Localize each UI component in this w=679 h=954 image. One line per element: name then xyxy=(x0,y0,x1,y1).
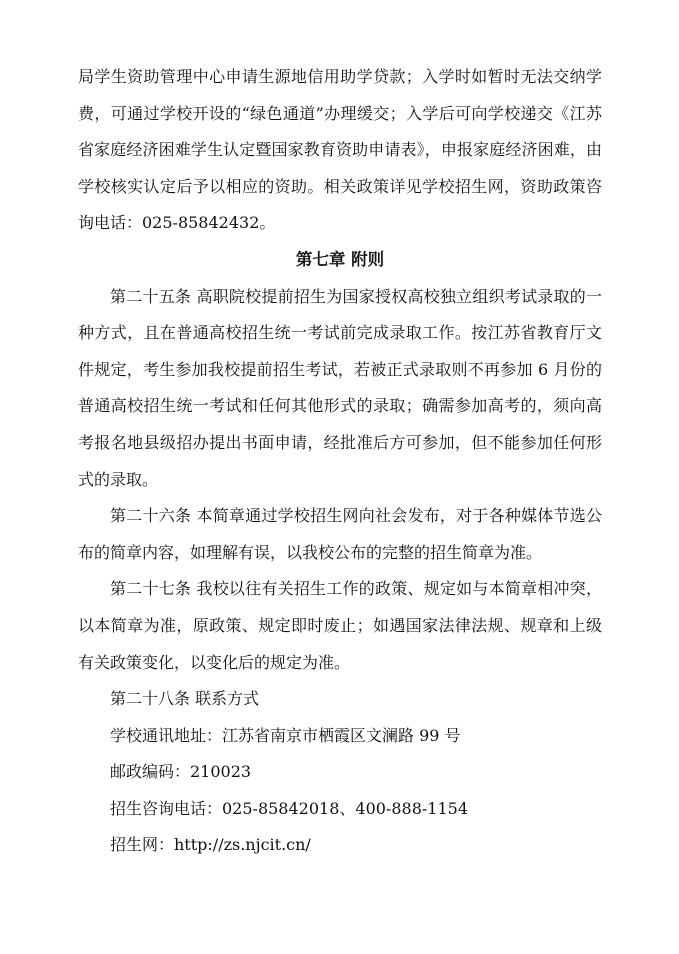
article-27: 第二十七条 我校以往有关招生工作的政策、规定如与本简章相冲突，以本简章为准，原政策、规定即时废止；如遇国家法律法规、规章和上级有关政策变化，以变化后的规定为准。 xyxy=(78,579,602,672)
contact-address: 学校通讯地址：江苏省南京市栖霞区文澜路 99 号 xyxy=(110,725,461,745)
contact-postcode: 邮政编码：210023 xyxy=(110,762,252,782)
chapter-heading: 第七章 附则 xyxy=(295,249,385,269)
article-26: 第二十六条 本简章通过学校招生网向社会发布，对于各种媒体节选公布的简章内容，如理解有误，以我校公布的完整的招生简章为准。 xyxy=(78,506,602,562)
article-28-title: 第二十八条 联系方式 xyxy=(110,689,260,709)
contact-phone: 招生咨询电话：025-85842018、400-888-1154 xyxy=(110,798,468,818)
article-25: 第二十五条 高职院校提前招生为国家授权高校独立组织考试录取的一种方式，且在普通高校招生统一考试前完成录取工作。按江苏省教育厅文件规定，考生参加我校提前招生考试，若被正式录取则不再参加 6 月份的普通高校招生统一考试和任何其他形式的录取；确需参加高考的，须向高考报名地县级招办提出书面申请，经批准后方可参加，但不能参加任何形式的录取。 xyxy=(78,286,602,489)
document-body xyxy=(78,59,602,864)
intro-paragraph: 局学生资助管理中心申请生源地信用助学贷款；入学时如暂时无法交纳学费，可通过学校开设的“绿色通道”办理缓交；入学后可向学校递交《江苏省家庭经济困难学生认定暨国家教育资助申请表》，申报家庭经济困难，由学校核实认定后予以相应的资助。相关政策详见学校招生网，资助政策咨询电话：025-85842432。 xyxy=(78,67,602,233)
contact-website: 招生网：http://zs.njcit.cn/ xyxy=(110,835,311,855)
